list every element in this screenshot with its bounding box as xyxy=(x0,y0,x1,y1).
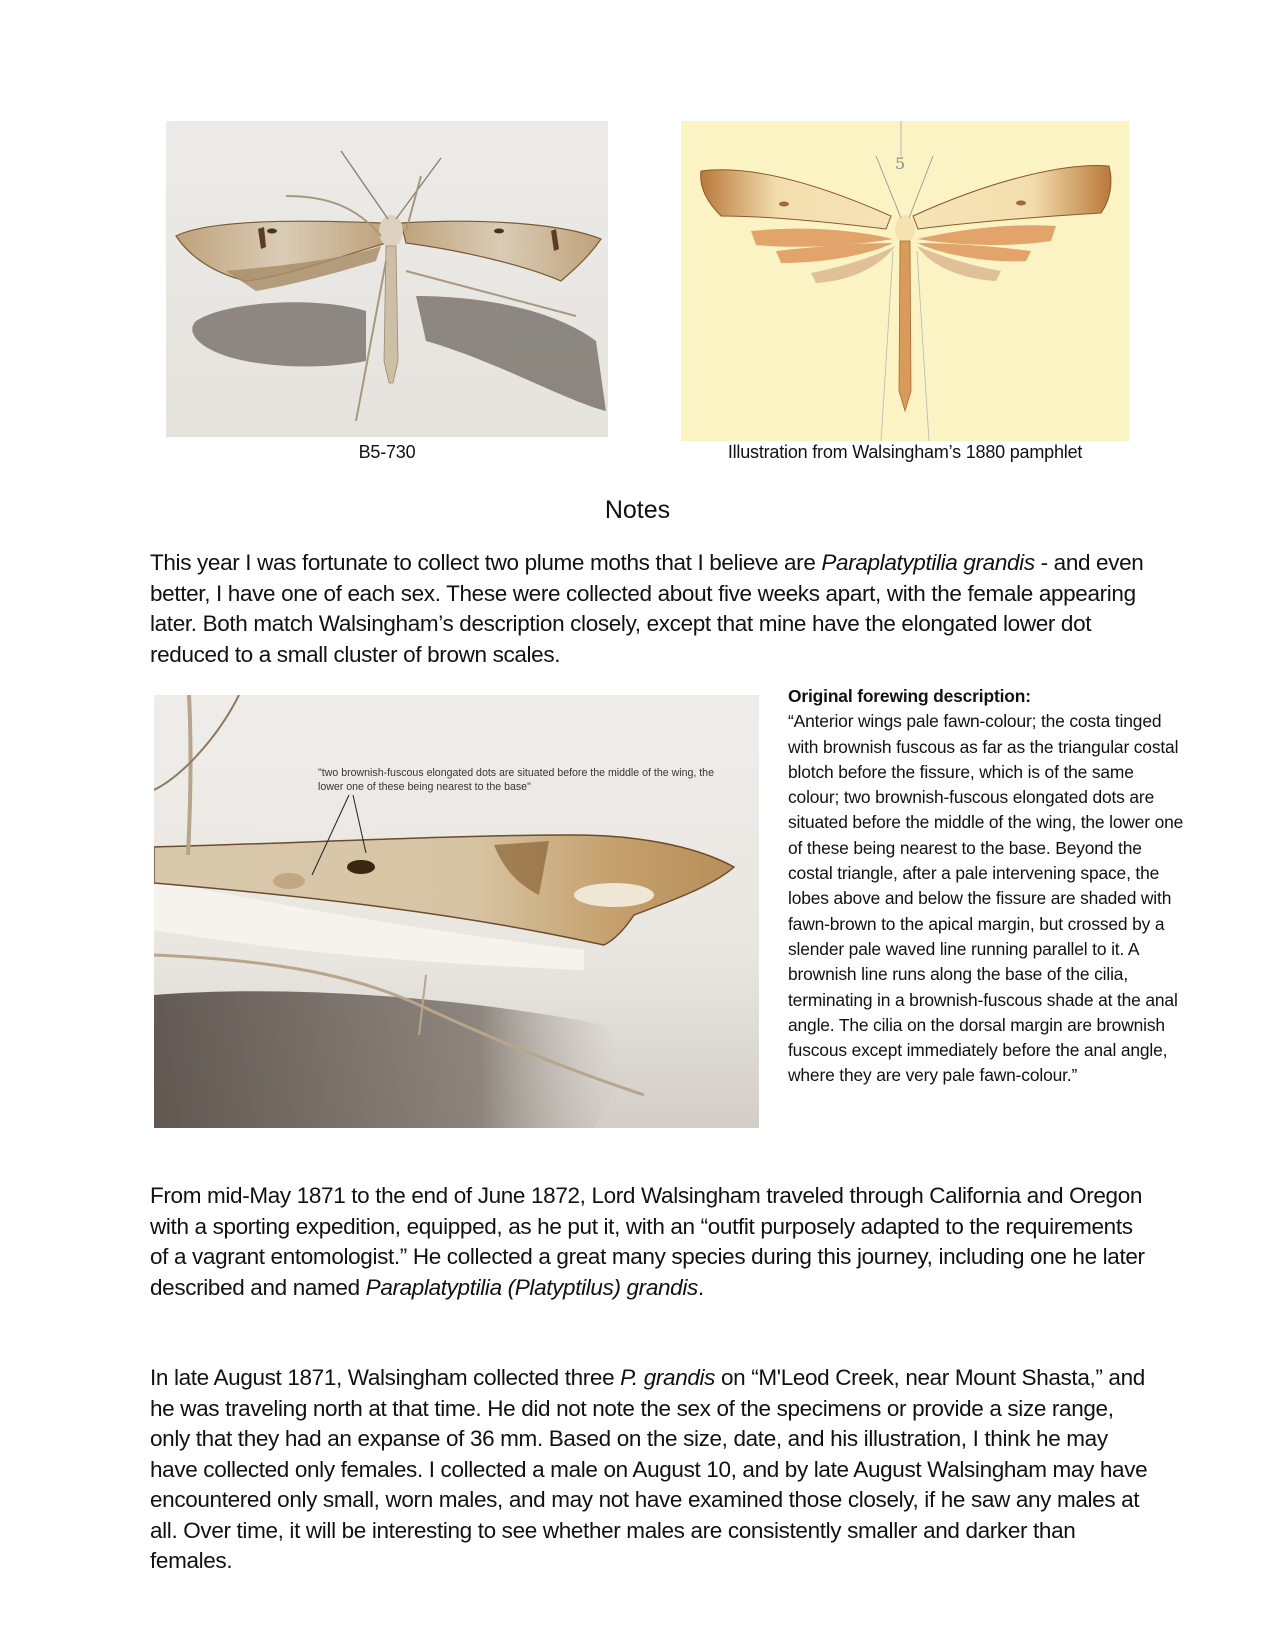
collection-text-1: In late August 1871, Walsingham collected three xyxy=(150,1365,621,1390)
forewing-closeup xyxy=(154,695,759,1128)
description-text: “Anterior wings pale fawn-colour; the costa tinged with brownish fuscous as far as the triangular costal blotch before the fissure, which is of the same colour; two brownish-fuscous elongated dots are situated before the middle of the wing, the lower one of these being nearest to the base. Beyond the costal triangle, after a pale intervening space, the lobes above and below the fissure are shaded with fawn-brown to the apical margin, but crossed by a slender pale waved line running parallel to it. A brownish line runs along the base of the cilia, terminating in a brownish-fuscous shade at the anal angle. The cilia on the dorsal margin are brownish fuscous except immediately before the anal angle, where they are very pale fawn-colour.” xyxy=(788,711,1184,1086)
section-heading: Notes xyxy=(604,496,671,524)
history-text-1: From mid-May 1871 to the end of June 1872, Lord Walsingham traveled through California and Oregon with a sporting expedition, equipped, as he put it, with an “outfit purposely adapted to the requirements of a vagrant entomologist.” He collected a great many species during this journey, including one he later described and named xyxy=(150,1183,1145,1300)
history-paragraph xyxy=(150,1181,1150,1303)
collection-species-name: P. grandis xyxy=(620,1365,716,1390)
collection-text-2: on “M'Leod Creek, near Mount Shasta,” and he was traveling north at that time. He did not note the sex of the specimens or provide a size range, only that they had an expanse of 36 mm. Based on the size, date, and his illustration, I think he may have collected only females. I collected a male on August 10, and by late August Walsingham may have encountered only small, worn males, and may not have examined those closely, if he saw any males at all. Over time, it will be interesting to see whether males are consistently smaller and darker than females. xyxy=(150,1365,1148,1573)
wing-annotation: "two brownish-fuscous elongated dots are situated before the middle of the wing, the lower one of these being nearest to the base" xyxy=(318,767,714,793)
original-description xyxy=(788,684,1188,1089)
collection-paragraph xyxy=(150,1363,1150,1577)
history-species-name: Paraplatyptilia (Platyptilus) grandis xyxy=(365,1274,698,1300)
illustration-number: 5 xyxy=(895,154,906,173)
history-text-2: . xyxy=(697,1274,704,1300)
description-title: Original forewing description: xyxy=(788,686,1031,706)
moth-illustration-drawing xyxy=(681,121,1129,441)
moth-illustration xyxy=(681,121,1129,441)
intro-text-1: This year I was fortunate to collect two plume moths that I believe are xyxy=(150,550,822,575)
photo-caption: B5-730 xyxy=(358,442,416,462)
intro-paragraph xyxy=(150,548,1150,670)
illustration-caption: Illustration from Walsingham’s 1880 pamphlet xyxy=(727,442,1083,462)
intro-text-2: - and even better, I have one of each sex. These were collected about five weeks apart, with the female appearing later. Both match Walsingham’s description closely, except that mine have the elongated lower dot reduced to a small cluster of brown scales. xyxy=(150,550,1144,667)
intro-species-name: Paraplatyptilia grandis xyxy=(821,550,1035,575)
moth-photo-drawing xyxy=(166,121,608,437)
moth-photo xyxy=(166,121,608,437)
forewing-closeup-drawing xyxy=(154,695,759,1128)
